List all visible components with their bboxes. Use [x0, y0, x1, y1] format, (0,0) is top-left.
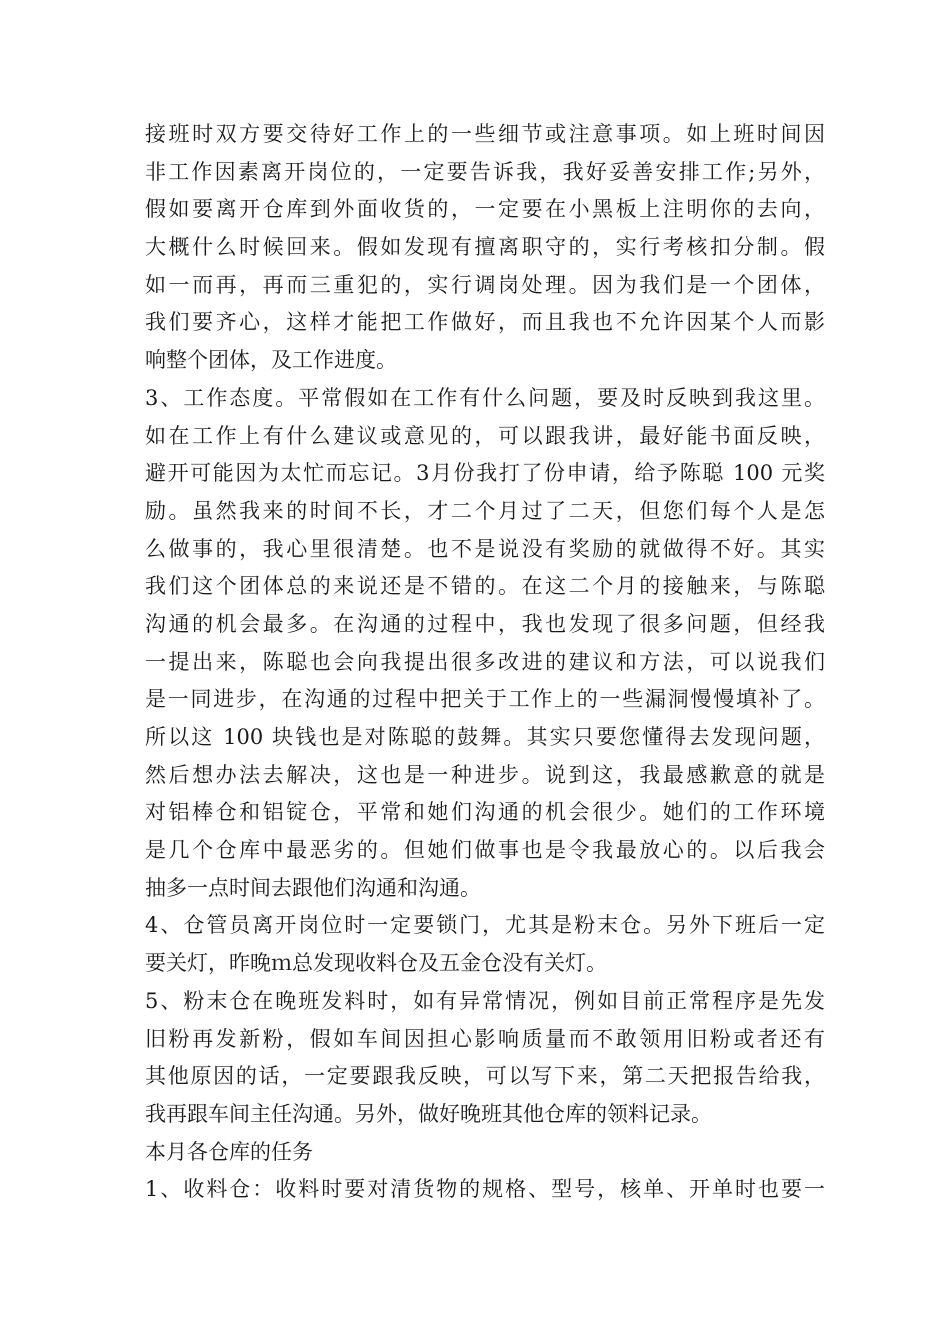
text-line: 抽多一点时间去跟他们沟通和沟通。: [145, 875, 481, 900]
text-line: 避开可能因为太忙而忘记。3月份我打了份申请，给予陈聪 100 元奖: [145, 461, 825, 486]
text-line: 我再跟车间主任沟通。另外，做好晚班其他仓库的领料记录。: [145, 1101, 712, 1126]
text-line: 一提出来，陈聪也会向我提出很多改进的建议和方法，可以说我们: [145, 649, 825, 674]
text-line: 对铝棒仓和铝锭仓，平常和她们沟通的机会很少。她们的工作环境: [145, 800, 825, 825]
text-line: 非工作因素离开岗位的，一定要告诉我，我好妥善安排工作;另外，: [145, 159, 825, 184]
text-line: 所以这 100 块钱也是对陈聪的鼓舞。其实只要您懂得去发现问题，: [145, 725, 825, 749]
text-line: 5、粉末仓在晚班发料时，如有异常情况，例如目前正常程序是先发: [145, 988, 825, 1013]
text-line: 我们这个团体总的来说还是不错的。在这二个月的接触来，与陈聪: [145, 574, 825, 599]
text-line: 是几个仓库中最恶劣的。但她们做事也是令我最放心的。以后我会: [145, 838, 825, 863]
text-line: 励。虽然我来的时间不长，才二个月过了二天，但您们每个人是怎: [145, 498, 825, 523]
text-line: 其他原因的话，一定要跟我反映，可以写下来，第二天把报告给我，: [145, 1064, 825, 1089]
text-line: 如一而再，再而三重犯的，实行调岗处理。因为我们是一个团体，: [145, 272, 825, 297]
text-line: 我们要齐心，这样才能把工作做好，而且我也不允许因某个人而影: [145, 310, 825, 335]
text-line: 是一同进步，在沟通的过程中把关于工作上的一些漏洞慢慢填补了。: [145, 687, 825, 712]
text-line: 然后想办法去解决，这也是一种进步。说到这，我最感歉意的就是: [145, 762, 825, 787]
text-line: 么做事的，我心里很清楚。也不是说没有奖励的就做得不好。其实: [145, 536, 825, 561]
text-line: 大概什么时候回来。假如发现有擅离职守的，实行考核扣分制。假: [145, 235, 825, 260]
text-line: 1、收料仓：收料时要对清货物的规格、型号，核单、开单时也要一: [145, 1177, 825, 1202]
text-line: 要关灯，昨晚ｍ总发现收料仓及五金仓没有关灯。: [145, 951, 607, 976]
text-line: 假如要离开仓库到外面收货的，一定要在小黑板上注明你的去向，: [145, 197, 825, 222]
text-line: 如在工作上有什么建议或意见的，可以跟我讲，最好能书面反映，: [145, 423, 825, 448]
text-line: 旧粉再发新粉，假如车间因担心影响质量而不敢领用旧粉或者还有: [145, 1026, 825, 1051]
text-line: 接班时双方要交待好工作上的一些细节或注意事项。如上班时间因: [145, 122, 825, 146]
document-body: [145, 116, 825, 1209]
section-heading: 本月各仓库的任务: [145, 1139, 313, 1164]
text-line: 3、工作态度。平常假如在工作有什么问题，要及时反映到我这里。: [145, 385, 825, 410]
text-line: 4、仓管员离开岗位时一定要锁门，尤其是粉末仓。另外下班后一定: [145, 913, 825, 938]
text-line: 沟通的机会最多。在沟通的过程中，我也发现了很多问题，但经我: [145, 611, 825, 636]
text-line: 响整个团体，及工作进度。: [145, 348, 397, 373]
